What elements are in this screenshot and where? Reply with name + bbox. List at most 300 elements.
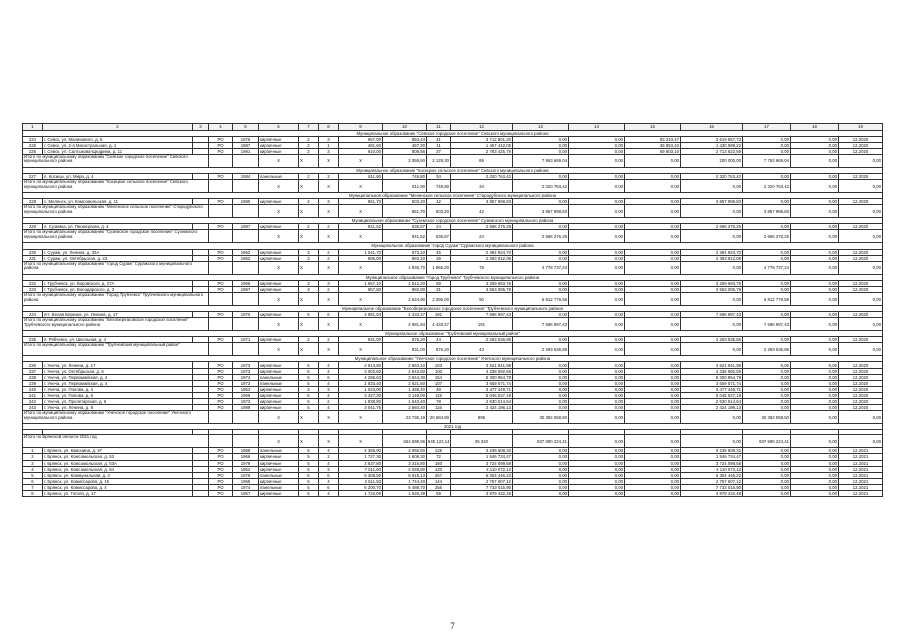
total-value-cell: 2 293 536,86: [743, 343, 791, 356]
house-cell: кирпичные: [259, 312, 299, 318]
house-cell: 12.2021: [839, 478, 883, 484]
house-cell: 0,00: [791, 312, 839, 318]
house-cell: 0,00: [791, 362, 839, 368]
house-cell: кирпичные: [259, 399, 299, 405]
house-cell: 5: [299, 490, 319, 496]
house-cell: 0,00: [569, 448, 625, 454]
section-heading: Муниципальное образование "Унечское городское поселение" Унечского муниципального района: [23, 356, 883, 362]
house-cell: 0,00: [569, 362, 625, 368]
house-cell: 1973: [233, 362, 259, 368]
total-value-cell: 0,00: [681, 261, 743, 274]
house-row: [23, 490, 883, 496]
total-value-cell: 0,00: [681, 318, 743, 331]
house-cell: 1980: [233, 199, 259, 205]
house-cell: 12.2020: [839, 312, 883, 318]
house-cell: 1969: [233, 392, 259, 398]
house-cell: РО: [209, 405, 233, 411]
house-cell: 811,90: [339, 173, 383, 179]
house-cell: кирпичные: [259, 490, 299, 496]
house-cell: 0,00: [625, 405, 681, 411]
house-cell: с. Меленск, ул. Комсомольская, д. 11: [43, 199, 193, 205]
house-cell: 3 857 998,83: [681, 199, 743, 205]
total-value-cell: 30 392 558,50: [513, 411, 569, 424]
house-cell: 160: [427, 460, 451, 466]
house-cell: 0,00: [513, 224, 569, 230]
house-cell: 3 857 998,83: [451, 199, 513, 205]
house-cell: 0,00: [791, 386, 839, 392]
house-cell: 0,00: [743, 368, 791, 374]
total-value-cell: 25 340: [451, 435, 513, 448]
total-value-cell: [233, 261, 259, 274]
total-value-cell: 4 778 737,24: [743, 261, 791, 274]
total-value-cell: 89: [451, 154, 513, 167]
house-cell: 3 553 085,79: [681, 286, 743, 292]
house-cell: 2: [319, 173, 339, 179]
house-cell: 12.2020: [839, 249, 883, 255]
house-cell: 0,00: [791, 173, 839, 179]
total-value-cell: 0,00: [625, 411, 681, 424]
total-value-cell: X: [299, 293, 319, 306]
house-cell: 129: [427, 448, 451, 454]
total-value-cell: 0,00: [791, 230, 839, 243]
house-cell: 5 300 854,79: [681, 374, 743, 380]
total-value-cell: [209, 205, 233, 218]
house-cell: 0,00: [743, 405, 791, 411]
house-cell: 1984: [233, 173, 259, 179]
house-cell: 0,00: [569, 255, 625, 261]
house-cell: 0,00: [513, 337, 569, 343]
house-cell: 6: [319, 374, 339, 380]
house-cell: 4 110 072,12: [451, 466, 513, 472]
column-number-cell: 2: [43, 124, 193, 131]
total-value-cell: 0,00: [625, 180, 681, 193]
house-cell: 3: [319, 466, 339, 472]
house-cell: 0,00: [791, 405, 839, 411]
house-cell: 12.2020: [839, 148, 883, 154]
house-cell: п. Косицы, ул. Мира, д. 4: [43, 173, 193, 179]
house-cell: 0,00: [513, 490, 569, 496]
house-cell: 2 320 763,42: [681, 173, 743, 179]
house-cell: 2 833,40: [339, 380, 383, 386]
total-value-cell: 0,00: [839, 318, 883, 331]
house-cell: 1 727,30: [339, 454, 383, 460]
total-value-cell: [209, 411, 233, 424]
section-heading: Муниципальное образование "Меленское сельское поселение" Стародубского муниципального района: [23, 193, 883, 199]
house-cell: 0,00: [743, 454, 791, 460]
house-cell: 48: [427, 386, 451, 392]
total-value-cell: [233, 180, 259, 193]
house-cell: 4 338 692,56: [451, 368, 513, 374]
total-value-cell: 30 392 558,50: [743, 411, 791, 424]
total-value-cell: 837 690 224,41: [513, 435, 569, 448]
house-cell: 2: [299, 148, 319, 154]
house-cell: 0,00: [743, 386, 791, 392]
total-value-cell: X: [259, 180, 299, 193]
total-value-cell: 0,00: [839, 205, 883, 218]
house-cell: 3 259 693,76: [681, 280, 743, 286]
total-value-cell: X: [339, 318, 383, 331]
total-value-cell: 0,00: [791, 293, 839, 306]
total-value-cell: X: [339, 411, 383, 424]
house-cell: 12.2020: [839, 405, 883, 411]
house-cell: 2 293 536,86: [681, 337, 743, 343]
total-label: Итого по муниципальному образованию "Меленское сельское поселение" Стародубского муниципального района: [23, 205, 209, 218]
total-value-cell: X: [339, 293, 383, 306]
house-cell: пгт. Белая Березка, ул. Ленина, д. 17: [43, 312, 193, 318]
house-cell: 0,00: [513, 478, 569, 484]
house-cell: 0,00: [569, 286, 625, 292]
house-cell: 2 066,80: [383, 448, 427, 454]
total-value-cell: X: [339, 343, 383, 356]
total-value-cell: 42: [451, 205, 513, 218]
total-value-cell: 0,00: [839, 180, 883, 193]
total-value-cell: [209, 230, 233, 243]
house-cell: 1972: [233, 380, 259, 386]
house-cell: г. Брянск, ул. Комсомольская, д. 84: [43, 466, 193, 472]
total-value-cell: X: [299, 435, 319, 448]
house-cell: 0,00: [513, 199, 569, 205]
house-cell: 0,00: [625, 399, 681, 405]
house-cell: РО: [209, 136, 233, 142]
house-cell: 1965: [233, 478, 259, 484]
house-cell: 0,00: [625, 472, 681, 478]
house-cell: 0,00: [569, 312, 625, 318]
house-cell: 0,00: [513, 392, 569, 398]
column-number-cell: 4: [209, 124, 233, 131]
house-cell: 0,00: [791, 368, 839, 374]
house-cell: 0,00: [743, 286, 791, 292]
house-cell: 0,00: [625, 448, 681, 454]
house-cell: 12.2020: [839, 362, 883, 368]
house-cell: 0,00: [569, 484, 625, 490]
house-cell: 931,00: [339, 337, 383, 343]
total-value-cell: 0,00: [839, 230, 883, 243]
house-cell: 0,00: [625, 454, 681, 460]
total-value-cell: 6 812 779,55: [743, 293, 791, 306]
house-cell: г. Севск, ул. 2-я Магистральная, д. 1: [43, 142, 193, 148]
house-cell: 1 642,40: [383, 399, 427, 405]
house-cell: 0,00: [743, 392, 791, 398]
total-value-cell: 44: [451, 343, 513, 356]
house-cell: РО: [209, 249, 233, 255]
house-cell: 861,70: [339, 199, 383, 205]
house-cell: 5: [299, 374, 319, 380]
house-cell: 1 467 442,05: [451, 142, 513, 148]
house-cell: 0,00: [791, 286, 839, 292]
house-cell: 749,80: [383, 173, 427, 179]
section-heading: Муниципальное образование "город Сураж" Суражского муниципального района: [23, 243, 883, 249]
house-cell: 2 767 607,12: [681, 478, 743, 484]
house-cell: панельные: [259, 173, 299, 179]
house-cell: 3 724 098,58: [681, 460, 743, 466]
house-cell: 0,00: [625, 280, 681, 286]
total-value-cell: X: [319, 230, 339, 243]
column-number-cell: 1: [23, 124, 43, 131]
house-cell: 4: [23, 466, 43, 472]
column-number-cell: 9: [339, 124, 383, 131]
total-value-cell: 1 936,70: [383, 261, 427, 274]
house-cell: РО: [209, 142, 233, 148]
house-cell: 3: [319, 386, 339, 392]
house-cell: 1974: [233, 484, 259, 490]
house-cell: [193, 490, 209, 496]
house-cell: 230: [23, 249, 43, 255]
house-cell: 2 384 924,70: [681, 249, 743, 255]
house-cell: 0,00: [569, 460, 625, 466]
total-value-cell: X: [299, 261, 319, 274]
house-cell: 0,00: [513, 136, 569, 142]
house-cell: 0,00: [513, 368, 569, 374]
total-value-cell: [233, 435, 259, 448]
house-cell: 3 521 941,98: [451, 362, 513, 368]
house-cell: 0,00: [791, 448, 839, 454]
total-value-cell: 0,00: [625, 293, 681, 306]
total-value-cell: X: [259, 293, 299, 306]
house-cell: 7 733 015,90: [451, 484, 513, 490]
house-cell: кирпичные: [259, 337, 299, 343]
house-cell: 4: [319, 448, 339, 454]
house-cell: 5: [299, 368, 319, 374]
house-cell: г. Унеча, ул. Пролетарская, д. 6: [43, 399, 193, 405]
house-cell: 0,00: [569, 199, 625, 205]
house-cell: 2: [319, 399, 339, 405]
house-cell: 895,00: [339, 255, 383, 261]
total-value-cell: 0,00: [625, 230, 681, 243]
house-cell: 0,00: [569, 466, 625, 472]
house-cell: 2 767 607,12: [451, 478, 513, 484]
house-cell: РО: [209, 490, 233, 496]
house-cell: 0,00: [743, 484, 791, 490]
house-cell: 144: [427, 478, 451, 484]
total-value-cell: [209, 180, 233, 193]
total-label: Итого по муниципальному образованию "Севское городское поселение" Севского муниципального района: [23, 154, 209, 167]
house-cell: 0,00: [513, 249, 569, 255]
total-value-cell: X: [299, 343, 319, 356]
column-number-cell: 11: [427, 124, 451, 131]
house-cell: г. Унеча, ул. Первомайская, д. 2: [43, 374, 193, 380]
house-cell: 4: [319, 392, 339, 398]
house-cell: 12.2020: [839, 136, 883, 142]
total-value-cell: 34: [451, 180, 513, 193]
total-value-cell: 837 690 224,41: [743, 435, 791, 448]
total-value-cell: 0,00: [791, 154, 839, 167]
house-cell: 3: [299, 280, 319, 286]
house-cell: 12.2020: [839, 255, 883, 261]
house-cell: панельные: [259, 484, 299, 490]
total-value-cell: [233, 293, 259, 306]
total-label: Итого по муниципальному образованию "Белоберезковское городское поселение" Трубчевского муниципального района: [23, 318, 209, 331]
house-cell: 37: [427, 148, 451, 154]
house-cell: 0,00: [625, 337, 681, 343]
house-cell: РО: [209, 286, 233, 292]
house-cell: 1 608,30: [383, 454, 427, 460]
house-cell: 4 110 072,12: [681, 466, 743, 472]
house-cell: 1 744,40: [383, 478, 427, 484]
house-cell: 243: [23, 405, 43, 411]
house-cell: 1973: [233, 368, 259, 374]
house-cell: 3: [23, 460, 43, 466]
house-cell: 231: [23, 255, 43, 261]
house-cell: 1976: [233, 136, 259, 142]
house-cell: 0,00: [569, 136, 625, 142]
house-cell: кирпичные: [259, 386, 299, 392]
house-cell: 120: [427, 466, 451, 472]
house-cell: РО: [209, 472, 233, 478]
house-cell: РО: [209, 392, 233, 398]
total-value-cell: 0,00: [569, 435, 625, 448]
total-value-cell: 24: [451, 230, 513, 243]
house-cell: 1 469,40: [383, 386, 427, 392]
house-cell: 12.2020: [839, 199, 883, 205]
house-cell: 0,00: [569, 280, 625, 286]
house-cell: г. Трубчевск, ул. Воровского, д. 27А: [43, 280, 193, 286]
house-cell: 1987: [233, 224, 259, 230]
house-cell: 1 722,09: [339, 490, 383, 496]
house-cell: 267: [427, 472, 451, 478]
house-cell: 2 424 196,13: [681, 405, 743, 411]
house-cell: 0,00: [625, 368, 681, 374]
house-cell: 4 028,80: [383, 466, 427, 472]
house-cell: 5: [299, 362, 319, 368]
house-cell: 0,00: [513, 466, 569, 472]
total-value-cell: 7 696 997,43: [743, 318, 791, 331]
house-cell: г. Унеча, ул. Октябрьская, д. 6: [43, 368, 193, 374]
house-cell: 3 659 571,74: [451, 380, 513, 386]
house-cell: 3: [319, 199, 339, 205]
house-cell: 2 666 276,25: [451, 224, 513, 230]
house-cell: 0,00: [625, 255, 681, 261]
house-cell: 0,00: [791, 255, 839, 261]
house-cell: г. Брянск, ул. Комиссарова, д. 15: [43, 478, 193, 484]
house-cell: г. Трубчевск, ул. Володарского, д. 3: [43, 286, 193, 292]
house-cell: 0,00: [743, 472, 791, 478]
house-cell: 11: [427, 142, 451, 148]
house-cell: кирпичные: [259, 199, 299, 205]
house-cell: 2 713 622,69: [681, 148, 743, 154]
house-cell: 967,00: [339, 136, 383, 142]
house-cell: 0,00: [513, 142, 569, 148]
house-cell: 1 430 589,22: [681, 142, 743, 148]
total-value-cell: 0,00: [791, 261, 839, 274]
house-cell: кирпичные: [259, 362, 299, 368]
house-cell: 0,00: [513, 472, 569, 478]
total-value-cell: 0,00: [681, 230, 743, 243]
house-cell: 6: [319, 484, 339, 490]
house-cell: 5: [299, 484, 319, 490]
house-cell: 0,00: [625, 173, 681, 179]
house-cell: 3: [299, 286, 319, 292]
house-cell: 0,00: [791, 380, 839, 386]
house-cell: кирпичные: [259, 478, 299, 484]
house-cell: 256: [427, 484, 451, 490]
house-cell: 910,00: [339, 148, 383, 154]
house-cell: г. Севск, ул. Салтыкова-Щедрина, д. 11: [43, 148, 193, 154]
house-cell: 4: [319, 478, 339, 484]
total-value-cell: 811,90: [383, 180, 427, 193]
subtotal-row: [23, 293, 883, 306]
total-value-cell: 0,00: [569, 293, 625, 306]
house-cell: 3 844,30: [383, 374, 427, 380]
total-value-cell: [209, 435, 233, 448]
house-cell: 3 149,00: [383, 392, 427, 398]
house-cell: 0,00: [513, 386, 569, 392]
house-cell: 5: [299, 466, 319, 472]
total-value-cell: [233, 411, 259, 424]
total-value-cell: 2 358,60: [383, 154, 427, 167]
house-cell: РО: [209, 280, 233, 286]
house-cell: 0,00: [513, 405, 569, 411]
house-cell: 12.2021: [839, 484, 883, 490]
house-cell: 0,00: [569, 478, 625, 484]
house-cell: 5: [299, 405, 319, 411]
house-cell: 0,00: [791, 142, 839, 148]
total-value-cell: 861,70: [383, 205, 427, 218]
total-value-cell: 0,00: [569, 205, 625, 218]
total-value-cell: 90: [451, 293, 513, 306]
total-value-cell: 876,20: [427, 343, 451, 356]
house-cell: 12.2020: [839, 173, 883, 179]
subtotal-row: [23, 205, 883, 218]
total-value-cell: X: [339, 261, 383, 274]
house-cell: 0,00: [743, 199, 791, 205]
house-cell: РО: [209, 368, 233, 374]
house-cell: 0,00: [791, 392, 839, 398]
total-value-cell: 0,00: [839, 435, 883, 448]
house-cell: кирпичные: [259, 224, 299, 230]
house-cell: 0,00: [743, 142, 791, 148]
house-cell: 0,00: [791, 199, 839, 205]
house-cell: 3 637,80: [339, 460, 383, 466]
house-cell: 0,00: [743, 399, 791, 405]
house-cell: кирпичные: [259, 280, 299, 286]
total-value-cell: X: [319, 261, 339, 274]
total-value-cell: 0,00: [569, 411, 625, 424]
house-cell: г. Унеча, ул. Попова, д. 4: [43, 386, 193, 392]
house-cell: 0,00: [791, 466, 839, 472]
column-number-cell: 18: [791, 124, 839, 131]
house-cell: 226: [23, 148, 43, 154]
total-value-cell: X: [299, 230, 319, 243]
house-cell: 0,00: [625, 199, 681, 205]
house-cell: 3 235 608,32: [451, 448, 513, 454]
house-cell: 2: [299, 173, 319, 179]
total-label: Итого по Брянской области 2021 год: [23, 435, 209, 448]
total-value-cell: 0,00: [791, 435, 839, 448]
house-cell: 69 803,10: [625, 148, 681, 154]
house-cell: 2 643,60: [383, 368, 427, 374]
house-cell: 4 338 692,56: [681, 368, 743, 374]
house-cell: 12.2020: [839, 286, 883, 292]
house-cell: 1962: [233, 466, 259, 472]
house-cell: 12.2020: [839, 337, 883, 343]
subtotal-row: [23, 411, 883, 424]
total-value-cell: X: [319, 205, 339, 218]
house-cell: 24: [427, 224, 451, 230]
total-value-cell: 23 736,19: [383, 411, 427, 424]
house-cell: 0,00: [625, 380, 681, 386]
house-cell: 12.2020: [839, 280, 883, 286]
house-cell: РО: [209, 466, 233, 472]
total-value-cell: 0,00: [625, 261, 681, 274]
house-cell: 3 235 608,32: [681, 448, 743, 454]
house-cell: 0,00: [513, 448, 569, 454]
house-cell: РО: [209, 148, 233, 154]
house-cell: 5: [299, 454, 319, 460]
house-cell: 1981: [233, 148, 259, 154]
house-cell: 12.2020: [839, 386, 883, 392]
house-cell: 116: [427, 405, 451, 411]
house-cell: 12.2021: [839, 460, 883, 466]
